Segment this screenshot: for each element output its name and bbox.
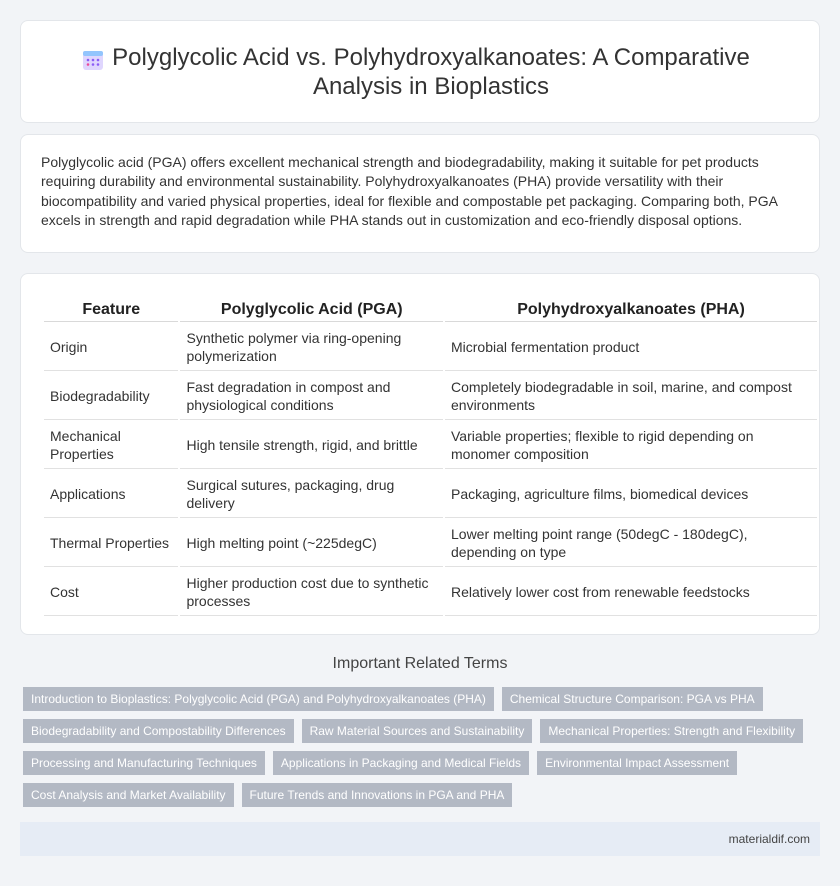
related-term-tag[interactable]: Raw Material Sources and Sustainability [302,719,533,743]
pha-cell: Packaging, agriculture films, biomedical devices [445,471,817,518]
pga-cell: Synthetic polymer via ring-opening polymerization [180,324,443,371]
table-row [44,373,817,420]
page-title: Polyglycolic Acid vs. Polyhydroxyalkanoates: A Comparative Analysis in Bioplastics [112,44,750,100]
comparison-table [42,294,819,618]
related-term-tag[interactable]: Introduction to Bioplastics: Polyglycolic Acid (PGA) and Polyhydroxyalkanoates (PHA) [23,687,494,711]
footer [20,822,820,856]
header-pga: Polyglycolic Acid (PGA) [180,296,443,322]
feature-cell: Cost [44,569,178,616]
related-term-tag[interactable]: Future Trends and Innovations in PGA and PHA [242,783,513,807]
pha-cell: Relatively lower cost from renewable feedstocks [445,569,817,616]
feature-cell: Thermal Properties [44,520,178,567]
related-terms-list [23,687,813,815]
header-feature: Feature [44,296,178,322]
feature-cell: Origin [44,324,178,371]
pga-cell: Fast degradation in compost and physiological conditions [180,373,443,420]
related-term-tag[interactable]: Chemical Structure Comparison: PGA vs PHA [502,687,763,711]
table-row [44,569,817,616]
pha-cell: Completely biodegradable in soil, marine, and compost environments [445,373,817,420]
header-pha: Polyhydroxyalkanoates (PHA) [445,296,817,322]
table-row [44,324,817,371]
related-term-tag[interactable]: Applications in Packaging and Medical Fields [273,751,529,775]
table-row [44,422,817,469]
related-term-tag[interactable]: Mechanical Properties: Strength and Flexibility [540,719,803,743]
pha-cell: Lower melting point range (50degC - 180degC), depending on type [445,520,817,567]
comparison-table-card [20,273,820,635]
table-row [44,520,817,567]
intro-text: Polyglycolic acid (PGA) offers excellent mechanical strength and biodegradability, making it suitable for pet products requiring durability and environmental sustainability. Polyhydroxyalkanoates (PHA) provide versatility with their biocompatibility and varied physical properties, ideal for flexible and compostable pet packaging. Comparing both, PGA excels in strength and rapid degradation while PHA stands out in customization and eco-friendly disposal options. [41,154,778,229]
related-term-tag[interactable]: Biodegradability and Compostability Differences [23,719,294,743]
pha-cell: Microbial fermentation product [445,324,817,371]
pga-cell: Higher production cost due to synthetic processes [180,569,443,616]
intro-card [20,134,820,253]
table-row [44,471,817,518]
pga-cell: High tensile strength, rigid, and brittle [180,422,443,469]
related-term-tag[interactable]: Processing and Manufacturing Techniques [23,751,265,775]
related-term-tag[interactable]: Cost Analysis and Market Availability [23,783,234,807]
feature-cell: Mechanical Properties [44,422,178,469]
feature-cell: Applications [44,471,178,518]
pga-cell: High melting point (~225degC) [180,520,443,567]
related-term-tag[interactable]: Environmental Impact Assessment [537,751,737,775]
related-terms-title: Important Related Terms [332,655,508,672]
feature-cell: Biodegradability [44,373,178,420]
header-card [20,20,820,123]
footer-site-link[interactable]: materialdif.com [728,832,810,846]
pga-cell: Surgical sutures, packaging, drug delivery [180,471,443,518]
pha-cell: Variable properties; flexible to rigid depending on monomer composition [445,422,817,469]
table-header-row [44,296,817,322]
